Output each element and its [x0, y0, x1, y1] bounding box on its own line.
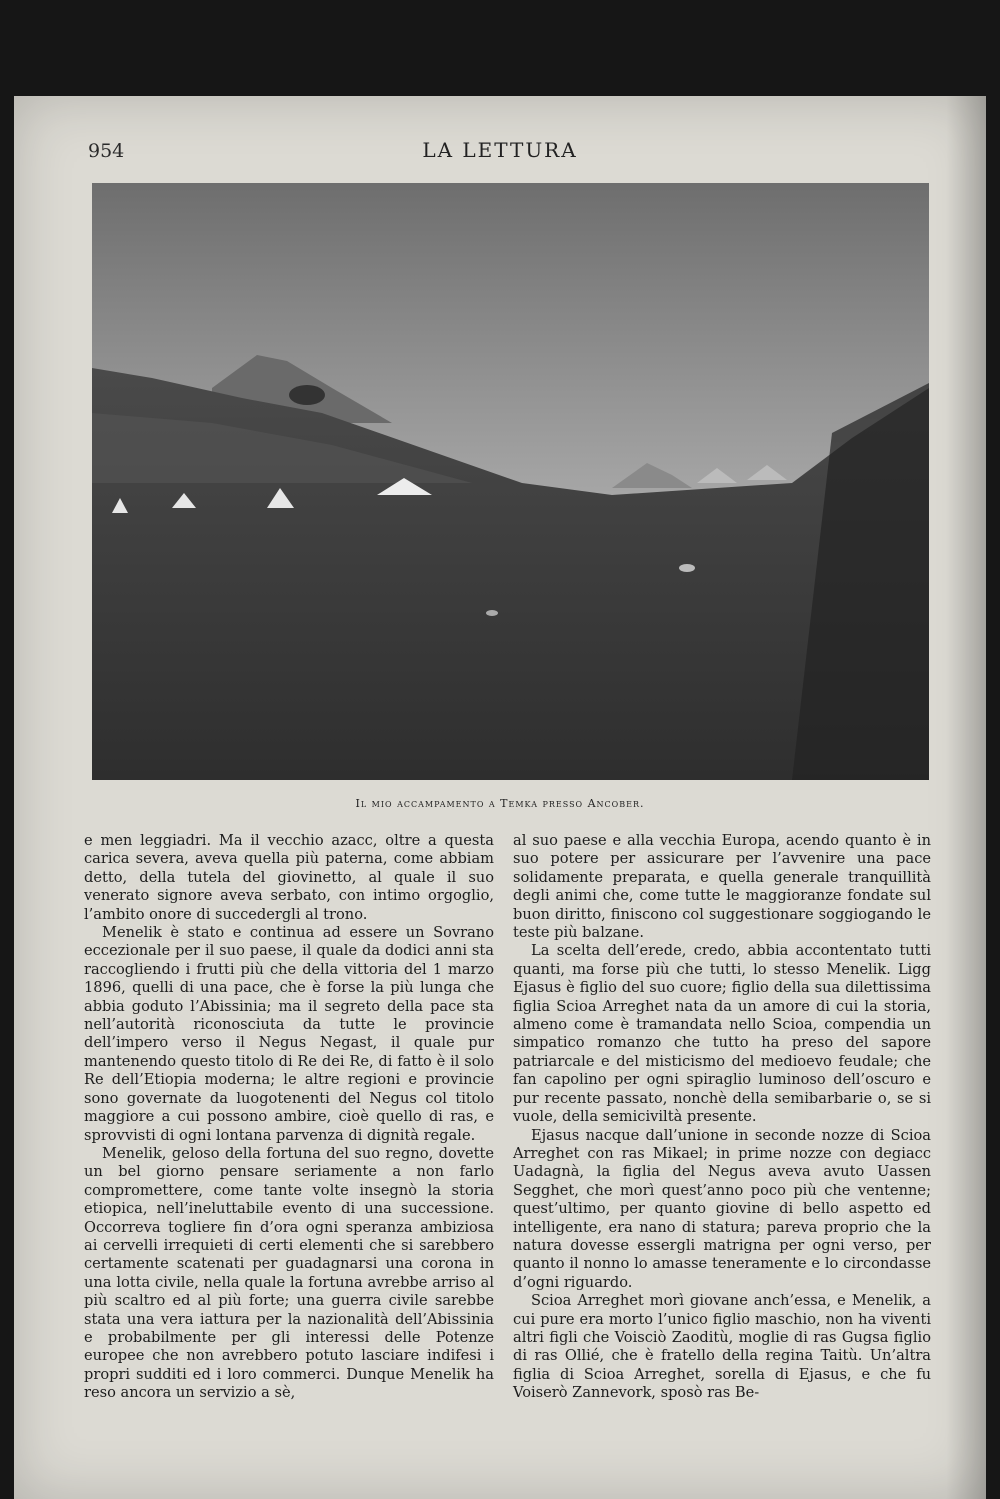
paragraph: Menelik, geloso della fortuna del suo regno, dovette un bel giorno pensare seriamente a non farlo compromettere, come tante volte insegnò la storia etiopica, nell’ineluttabile evento di una successione. Occorreva togliere fin d’ora ogni speranza ambiziosa ai cervelli irrequieti di certi elementi che si sarebbero certamente scatenati per guadagnarsi una corona in una lotta civile, nella quale la fortuna avrebbe arriso al più scaltro ed al più forte; una guerra civile sarebbe stata una vera iattura per la nazionalità dell’Abissinia e probabilmente per gli interessi delle Potenze europee che non avrebbero potuto lasciare indifesi i propri sudditi ed i loro commerci. Dunque Menelik ha reso ancora un servizio a sè, — [84, 1144, 494, 1402]
paragraph: Menelik è stato e continua ad essere un Sovrano eccezionale per il suo paese, il quale da dodici anni sta raccogliendo i frutti più che della vittoria del 1 marzo 1896, quelli di una pace, che è forse la più lunga che abbia goduto l’Abissinia; ma il segreto della pace sta nell’autorità riconosciuta da tutte le provincie dell’impero verso il Negus Negast, il quale pur mantenendo questo titolo di Re dei Re, di fatto è il solo Re dell’Etiopia moderna; le altre regioni e provincie sono governate da luogotenenti del Negus col titolo maggiore a cui possono ambire, cioè quello di ras, e sprovvisti di ogni lontana parvenza di dignità regale. — [84, 924, 494, 1144]
paragraph: e men leggiadri. Ma il vecchio azacc, oltre a questa carica severa, aveva quella più paterna, come abbiam detto, della tutela del giovinetto, al quale il suo venerato signore aveva serbato, con intimo orgoglio, l’ambito onore di succedergli al trono. — [84, 832, 494, 923]
text-column-left — [84, 832, 494, 1403]
text-column-right — [513, 832, 931, 1403]
running-head: LA LETTURA — [422, 138, 578, 162]
figure-caption: Il mio accampamento a Temka presso Ancober. — [355, 797, 645, 810]
paragraph: al suo paese e alla vecchia Europa, acendo quanto è in suo potere per assicurare per l’avvenire una pace solidamente preparata, e quella generale tranquillità degli animi che, come tutte le maggioranze fondate sul buon diritto, finiscono col suggestionare soggiogando le teste più balzane. — [513, 832, 931, 942]
paragraph: Ejasus nacque dall’unione in seconde nozze di Scioa Arreghet con ras Mikael; in prime nozze con degiacc Uadagnà, la figlia del Negus aveva avuto Uassen Segghet, che morì quest’anno poco più che ventenne; quest’ultimo, per quanto giovine di bello aspetto ed intelligente, era nano di statura; pareva proprio che la natura dovesse essergli matrigna per ogni verso, per quanto il nonno lo amasse teneramente e lo circondasse d’ogni riguardo. — [513, 1126, 931, 1291]
paragraph: La scelta dell’erede, credo, abbia accontentato tutti quanti, ma forse più che tutti, lo stesso Menelik. Ligg Ejasus è figlio del suo cuore; figlio della sua dilettissima figlia Scioa Arreghet nata da un amore di cui la storia, almeno come è tramandata nello Scioa, compendia un simpatico romanzo che tutto ha preso del sapore patriarcale e del misticismo del medioevo feudale; che fan capolino per ogni spiraglio luminoso dell’oscuro e pur recente passato, nonchè della semibarbarie o, se si vuole, della semiciviltà presente. — [513, 942, 931, 1126]
page-number: 954 — [88, 140, 125, 162]
rock — [679, 564, 695, 572]
paragraph: Scioa Arreghet morì giovane anch’essa, e Menelik, a cui pure era morto l’unico figlio maschio, non ha viventi altri figli che Voisciò Zaoditù, moglie di ras Gugsa figlio di ras Ollié, che è fratello della regina Taitù. Un’altra figlia di Scioa Arreghet, sorella di Ejasus, e che fu Voiserò Zannevork, sposò ras Be- — [513, 1292, 931, 1402]
tree — [289, 385, 325, 405]
landscape-photograph — [92, 183, 929, 780]
photo-illustration — [92, 183, 929, 780]
rock — [486, 610, 498, 616]
